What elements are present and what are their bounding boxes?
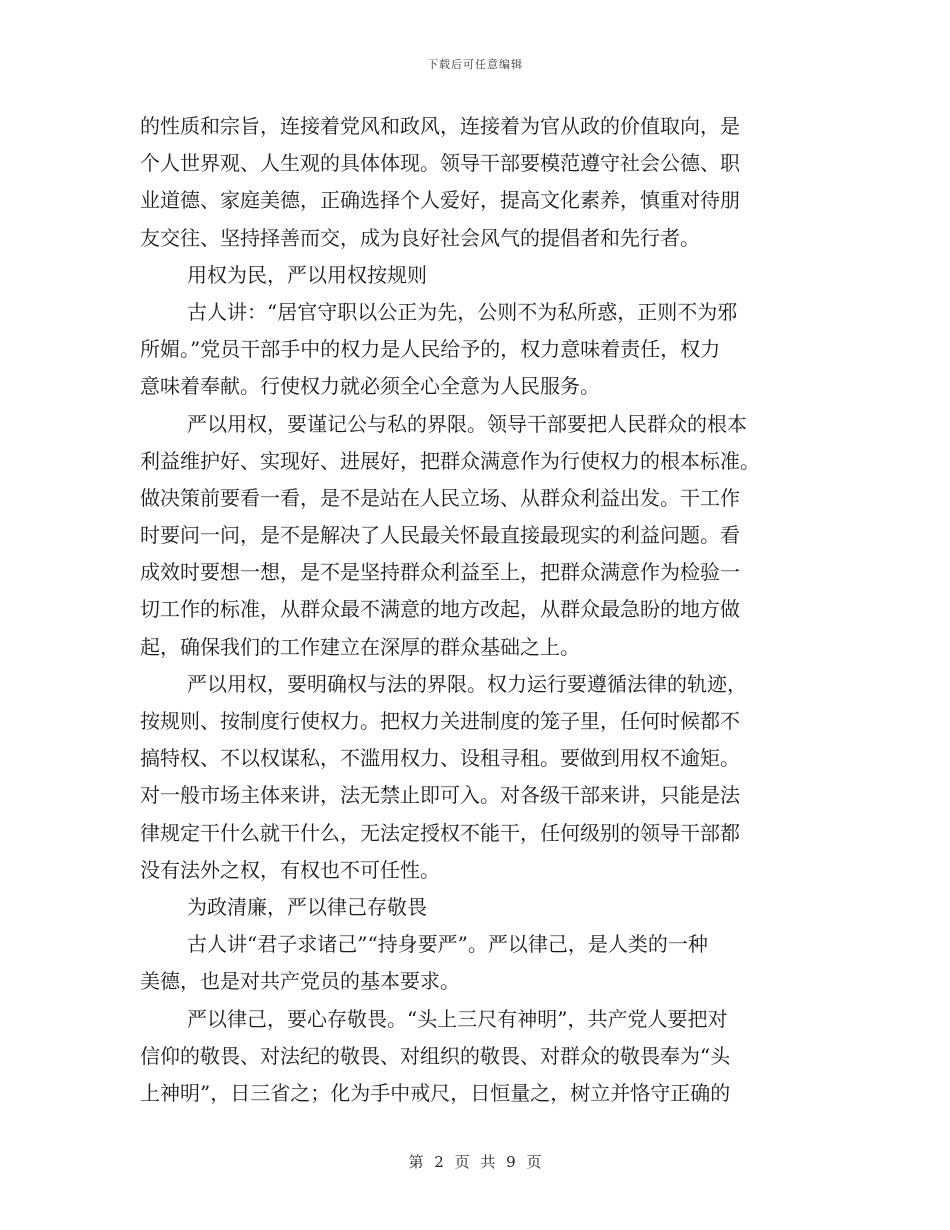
text-line: 的性质和宗旨，连接着党风和政风，连接着为官从政的价值取向，是 [140,114,740,138]
text-line: 业道德、家庭美德，正确选择个人爱好，提高文化素养，慎重对待朋 [140,188,740,213]
text-line: 成效时要想一想，是不是坚持群众利益至上，把群众满意作为检验一 [140,560,740,585]
text-line: 友交往、坚持择善而交，成为良好社会风气的提倡者和先行者。 [140,225,700,250]
text-line: 利益维护好、实现好、进展好，把群众满意作为行使权力的根本标准。 [140,448,760,473]
text-line: 切工作的标准，从群众最不满意的地方改起，从群众最急盼的地方做 [140,597,740,622]
text-line: 对一般市场主体来讲，法无禁止即可入。对各级干部来讲，只能是法 [140,783,740,808]
text-line: 美德，也是对共产党员的基本要求。 [140,969,460,994]
text-line: 做决策前要看一看，是不是站在人民立场、从群众利益出发。干工作 [140,485,740,510]
page-footer: 第 2 页 共 9 页 [408,1153,542,1171]
text-line: 律规定干什么就干什么，无法定授权不能干，任何级别的领导干部都 [140,820,740,845]
text-line: 严以律己，要心存敬畏。“头上三尺有神明”，共产党人要把对 [187,1006,728,1031]
text-line: 古人讲“君子求诸己”“持身要严”。严以律己，是人类的一种 [187,932,708,957]
text-line: 为政清廉，严以律己存敬畏 [187,894,427,919]
document-body [140,108,812,1112]
text-line: 上神明”，日三省之；化为手中戒尺，日恒量之，树立并恪守正确的 [140,1080,731,1105]
text-line: 所媚。”党员干部手中的权力是人民给予的，权力意味着责任，权力 [140,337,721,362]
text-line: 个人世界观、人生观的具体体现。领导干部要模范遵守社会公德、职 [140,151,740,176]
text-line: 信仰的敬畏、对法纪的敬畏、对组织的敬畏、对群众的敬畏奉为“头 [140,1043,731,1068]
text-line: 意味着奉献。行使权力就必须全心全意为人民服务。 [140,374,600,399]
text-line: 时要问一问，是不是解决了人民最关怀最直接最现实的利益问题。看 [140,523,740,548]
text-line: 严以用权，要明确权与法的界限。权力运行要遵循法律的轨迹， [187,671,747,696]
text-line: 搞特权、不以权谋私，不滥用权力、设租寻租。要做到用权不逾矩。 [140,746,740,771]
text-line: 起，确保我们的工作建立在深厚的群众基础之上。 [140,634,580,659]
text-line: 严以用权，要谨记公与私的界限。领导干部要把人民群众的根本 [187,411,747,436]
text-line: 没有法外之权，有权也不可任性。 [140,857,440,882]
text-line: 按规则、按制度行使权力。把权力关进制度的笼子里，任何时候都不 [140,709,740,733]
text-line: 用权为民，严以用权按规则 [187,262,427,287]
page-header: 下载后可任意编辑 [427,58,523,71]
text-line: 古人讲：“居官守职以公正为先，公则不为私所惑，正则不为邪 [187,299,738,324]
